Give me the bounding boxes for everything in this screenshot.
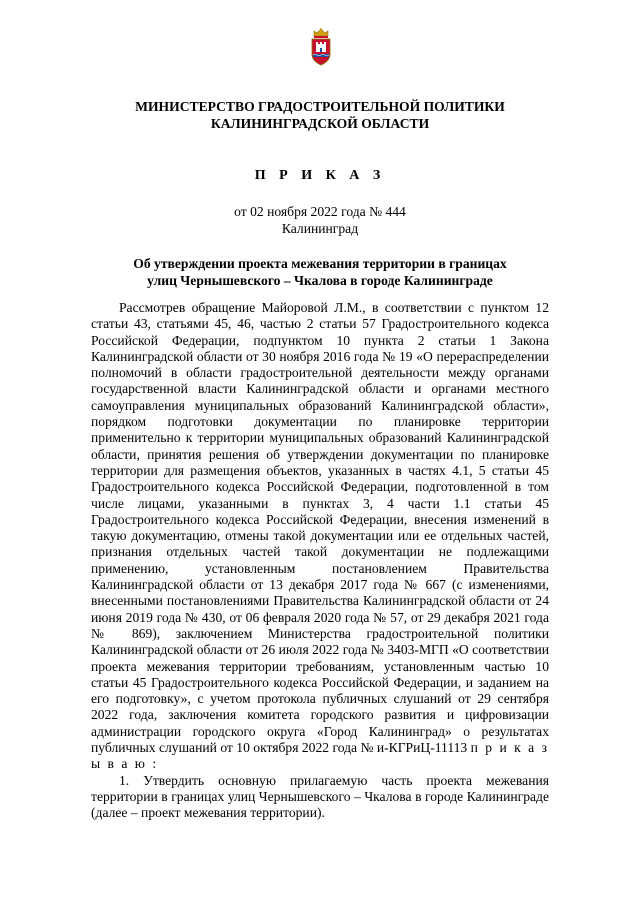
ministry-name-line-1: МИНИСТЕРСТВО ГРАДОСТРОИТЕЛЬНОЙ ПОЛИТИКИ	[135, 99, 505, 114]
item-1-paragraph: 1. Утвердить основную прилагаемую часть проекта межевания территории в границах улиц Чернышевского – Чкалова в городе Калининграде (далее – проект межевания территории).	[91, 772, 549, 821]
preamble-paragraph	[91, 300, 549, 773]
ministry-name-line-2: КАЛИНИНГРАДСКОЙ ОБЛАСТИ	[210, 116, 430, 131]
preamble-text: Рассмотрев обращение Майоровой Л.М., в соответствии с пунктом 12 статьи 43, статьями 45, 46, частью 2 статьи 57 Градостроительного кодекса Российской Федерации, подпунктом 10 пункта 2 статьи 1 Закона Калининградской области от 30 ноября 2016 года № 19 «О перераспределении полномочий в области градостроительной деятельности между органами государственной власти Калининградской области и органами местного самоуправления муниципальных образований Калининградской области», порядком подготовки документации по планировке территории применительно к территории муниципальных образований Калининградской области, принятия решения об утверждении документации по планировке территории для размещения объектов, указанных в частях 4.1, 5 статьи 45 Градостроительного кодекса Российской Федерации, подготовленной в том числе лицами, указанными в пунктах 3, 4 части 1.1 статьи 45 Градостроительного кодекса Российской Федерации, внесения изменений в такую документацию, отмены такой документации или ее отдельных частей, признания отдельных частей такой документации не подлежащими применению, установленным постановлением Правительства Калининградской области от 13 декабря 2017 года № 667 (с изменениями, внесенными постановлениями Правительства Калининградской области от 24 июня 2019 года № 430, от 06 февраля 2020 года № 57, от 29 декабря 2021 года № 869), заключением Министерства градостроительной политики Калининградской области от 26 июля 2022 года № 3403-МГП «О соответствии проекта межевания территории требованиям, установленным частью 10 статьи 45 Градостроительного кодекса Российской Федерации, и заданием на его подготовку», с учетом протокола публичных слушаний от 29 сентября 2022 года, заключения комитета городского развития и цифровизации администрации городского округа «Город Калининград» о результатах публичных слушаний от 10 октября 2022 года № и-КГРиЦ-11113	[91, 300, 549, 756]
coat-of-arms-icon	[309, 27, 333, 67]
order-title: П Р И К А З	[254, 168, 386, 183]
orders-word: п р и к а з ы в а ю :	[91, 740, 549, 772]
order-date-number: от 02 ноября 2022 года № 444	[234, 204, 406, 219]
order-city: Калининград	[281, 221, 359, 236]
document-body	[91, 300, 549, 822]
subject-line-2: улиц Чернышевского – Чкалова в городе Калининграде	[147, 273, 493, 288]
subject-line-1: Об утверждении проекта межевания территории в границах	[133, 256, 507, 271]
